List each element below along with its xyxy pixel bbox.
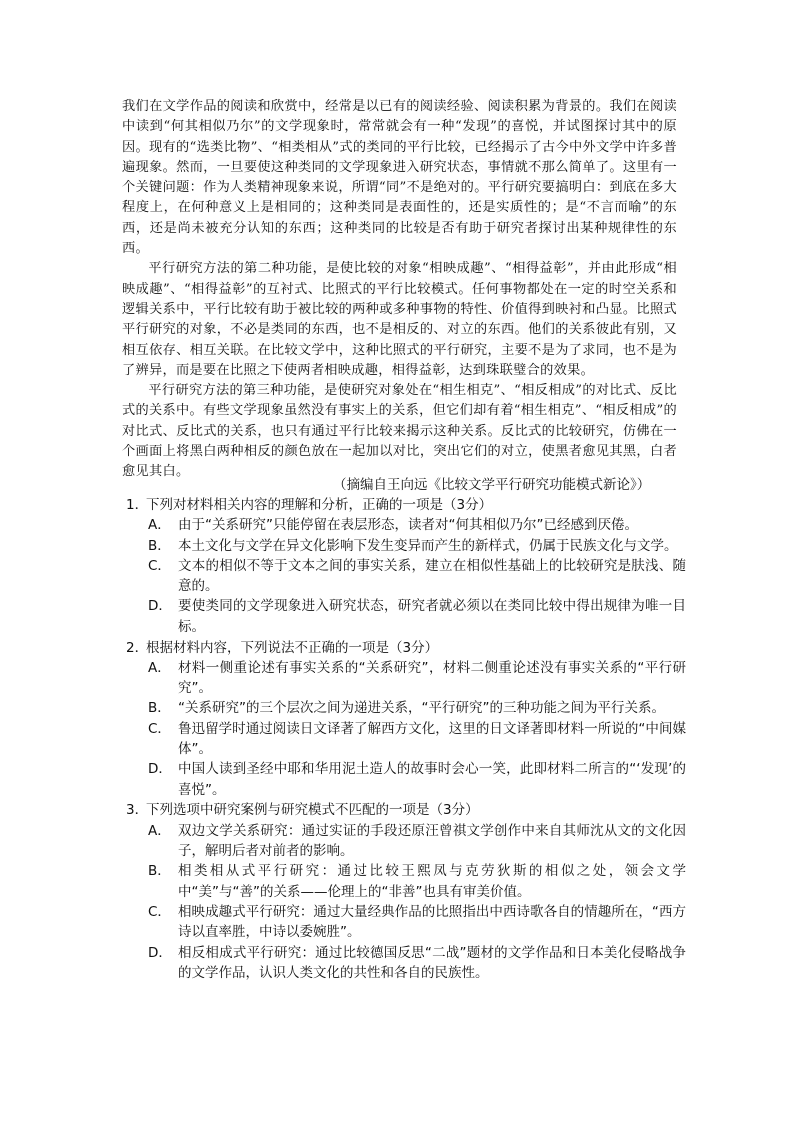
passage-paragraph: 平行研究方法的第二种功能，是使比较的对象“相映成趣”、“相得益彰”，并由此形成“相映成趣”、“相得益彰”的互衬式、比照式的平行比较模式。任何事物都处在一定的时空关系和逻辑关系中，平行比较有助于被比较的两种或多种事物的特性、价值得到映衬和凸显。比照式平行研究的对象，不必是类同的东西，也不是相反的、对立的东西。他们的关系彼此有别，又相互依存、相互关联。在比较文学中，这种比照式的平行研究，主要不是为了求同，也不是为了辨异，而是要在比照之下使两者相映成趣，相得益彰，达到珠联璧合的效果。: [122, 261, 677, 378]
question-number: 3．: [126, 802, 149, 819]
reading-passage: [122, 97, 677, 483]
option-letter: C．: [148, 903, 171, 920]
option: [148, 821, 686, 862]
option: [148, 515, 686, 535]
passage-paragraph: 平行研究方法的第三种功能，是使研究对象处在“相生相克”、“相反相成”的对比式、反比式的关系中。有些文学现象虽然没有事实上的关系，但它们却有着“相生相克”、“相反相成”的对比式、反比式的关系，也只有通过平行比较来揭示这种关系。反比式的比较研究，仿佛在一个画面上将黑白两种相反的颜色放在一起加以对比，突出它们的对立，使黑者愈见其黑，白者愈见其白。: [122, 383, 677, 480]
option: [148, 943, 686, 984]
question: [126, 495, 686, 637]
option-text: 中国人读到圣经中耶和华用泥土造人的故事时会心一笑，此即材料二所言的“‘发现’的喜悦”。: [178, 761, 686, 798]
option: [148, 556, 686, 597]
option-text: 由于“关系研究”只能停留在表层形态，读者对“何其相似乃尔”已经感到厌倦。: [178, 517, 638, 534]
option-text: 要使类同的文学现象进入研究状态，研究者就必须以在类同比较中得出规律为唯一目标。: [178, 598, 686, 635]
option: [148, 759, 686, 800]
question-stem: [126, 495, 686, 515]
option-text: 相类相从式平行研究：通过比较王熙凤与克劳狄斯的相似之处，领会文学中“美”与“善”的关系——伦理上的“非善”也具有审美价值。: [178, 863, 686, 900]
option-text: 本土文化与文学在异文化影响下发生变异而产生的新样式，仍属于民族文化与文学。: [178, 537, 678, 554]
option-letter: A．: [148, 659, 171, 676]
question: [126, 800, 686, 983]
option-letter: B．: [148, 863, 171, 880]
option: [148, 536, 686, 556]
option: [148, 861, 686, 902]
option: [148, 698, 686, 718]
question-text: 下列选项中研究案例与研究模式不匹配的一项是（3分）: [146, 802, 479, 819]
question-list: [126, 495, 686, 984]
option: [148, 719, 686, 760]
question-number: 1．: [126, 497, 149, 513]
question-stem: [126, 638, 686, 658]
option-text: 相映成趣式平行研究：通过大量经典作品的比照指出中西诗歌各自的情趣所在，“西方诗以直率胜，中诗以委婉胜”。: [178, 903, 686, 941]
option-letter: D．: [148, 761, 172, 778]
option-letter: D．: [148, 944, 172, 961]
option: [148, 596, 686, 637]
option-text: 相反相成式平行研究：通过比较德国反思“二战”题材的文学作品和日本美化侵略战争的文学作品，认识人类文化的共性和各自的民族性。: [178, 944, 686, 981]
option-text: 材料一侧重论述有事实关系的“关系研究”，材料二侧重论述没有事实关系的“平行研究”。: [178, 659, 686, 697]
option-text: 鲁迅留学时通过阅读日文译著了解西方文化，这里的日文译著即材料一所说的“中间媒体”。: [178, 720, 686, 758]
question-text: 根据材料内容，下列说法不正确的一项是（3分）: [146, 639, 439, 656]
option-letter: A．: [148, 517, 171, 534]
option: [148, 658, 686, 699]
passage-source: （摘编自王向远《比较文学平行研究功能模式新论》）: [333, 477, 651, 493]
option-letter: B．: [148, 537, 171, 554]
option-letter: C．: [148, 557, 171, 574]
option-letter: B．: [148, 700, 171, 717]
option-text: “关系研究”的三个层次之间为递进关系，“平行研究”的三种功能之间为平行关系。: [178, 700, 665, 717]
question: [126, 638, 686, 800]
option-letter: D．: [148, 598, 172, 615]
question-stem: [126, 800, 686, 820]
question-number: 2．: [126, 639, 149, 656]
option-letter: A．: [148, 822, 171, 839]
passage-paragraph: 我们在文学作品的阅读和欣赏中，经常是以已有的阅读经验、阅读积累为背景的。我们在阅读中读到“何其相似乃尔”的文学现象时，常常就会有一种“发现”的喜悦，并试图探讨其中的原因。现有的“选类比物”、“相类相从”式的类同的平行比较，已经揭示了古今中外文学中许多普遍现象。然而，一旦要使这种类同的文学现象进入研究状态，事情就不那么简单了。这里有一个关键问题：作为人类精神现象来说，所谓“同”不是绝对的。平行研究要搞明白：到底在多大程度上，在何种意义上是相同的；这种类同是表面性的，还是实质性的；是“不言而喻”的东西，还是尚未被充分认知的东西；这种类同的比较是否有助于研究者探讨出某种规律性的东西。: [122, 99, 677, 257]
option-text: 文本的相似不等于文本之间的事实关系，建立在相似性基础上的比较研究是肤浅、随意的。: [178, 557, 686, 595]
option-text: 双边文学关系研究：通过实证的手段还原汪曾祺文学创作中来自其师沈从文的文化因子，解明后者对前者的影响。: [178, 822, 686, 860]
option: [148, 902, 686, 943]
option-letter: C．: [148, 720, 171, 737]
question-text: 下列对材料相关内容的理解和分析，正确的一项是（3分）: [146, 497, 493, 513]
